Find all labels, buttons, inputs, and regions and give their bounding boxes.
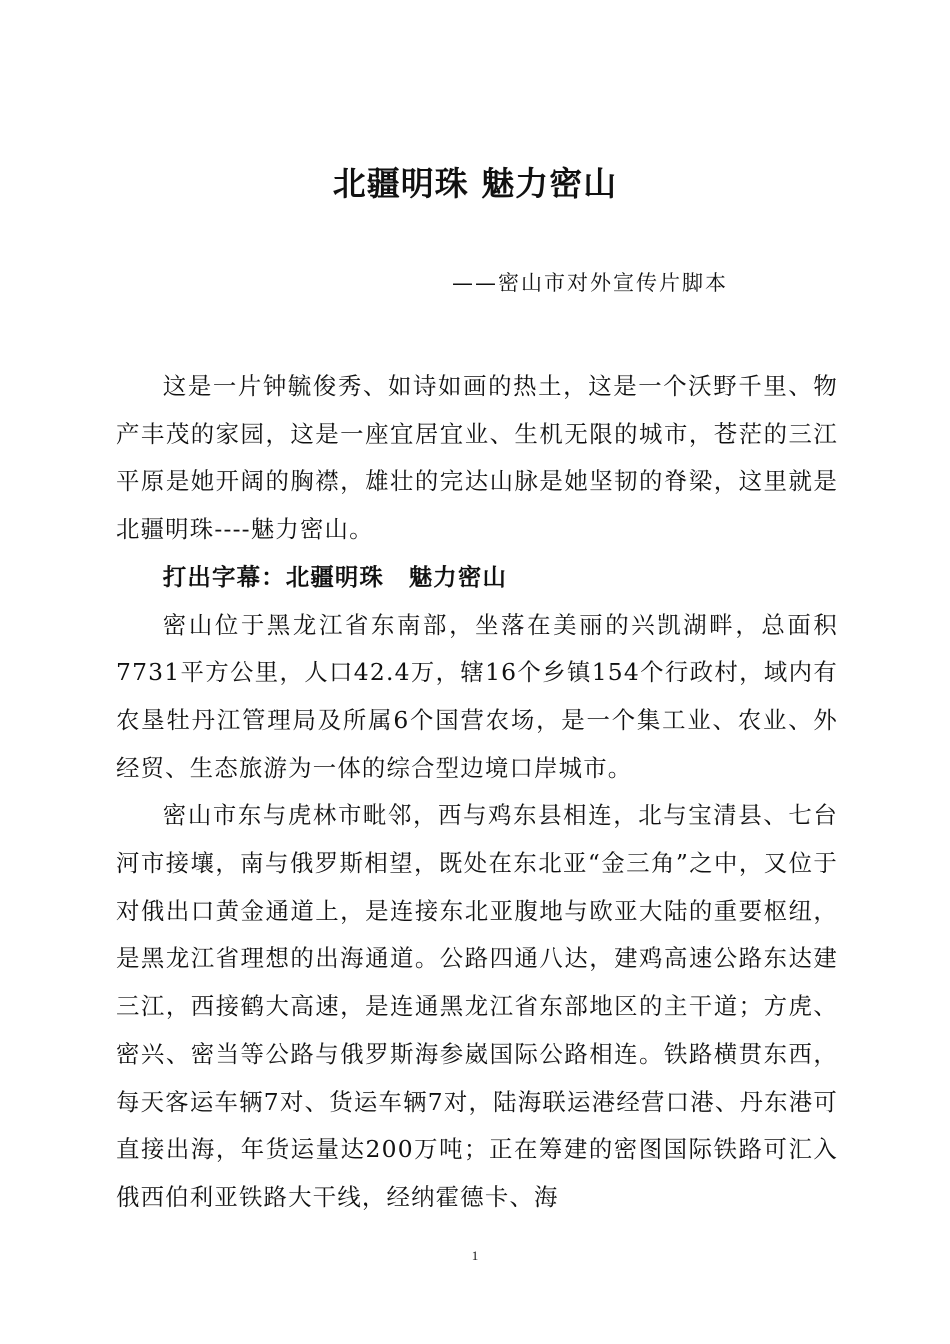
page-number: 1 <box>471 1248 479 1263</box>
document-body <box>116 363 838 1222</box>
paragraph-intro: 这是一片钟毓俊秀、如诗如画的热土，这是一个沃野千里、物产丰茂的家园，这是一座宜居宜业、生机无限的城市，苍茫的三江平原是她开阔的胸襟，雄壮的完达山脉是她坚韧的脊梁，这里就是北疆明珠----魅力密山。 <box>116 372 838 544</box>
paragraph-location: 密山位于黑龙江省东南部，坐落在美丽的兴凯湖畔，总面积7731平方公里，人口42.4万，辖16个乡镇154个行政村，域内有农垦牡丹江管理局及所属6个国营农场，是一个集工业、农业、外经贸、生态旅游为一体的综合型边境口岸城市。 <box>116 610 838 782</box>
paragraph-caption: 打出字幕：北疆明珠 魅力密山 <box>162 562 508 591</box>
document-title: 北疆明珠 魅力密山 <box>332 164 618 203</box>
document-subtitle: ——密山市对外宣传片脚本 <box>452 271 728 295</box>
paragraph-transport: 密山市东与虎林市毗邻，西与鸡东县相连，北与宝清县、七台河市接壤，南与俄罗斯相望，既处在东北亚“金三角”之中，又位于对俄出口黄金通道上，是连接东北亚腹地与欧亚大陆的重要枢纽，是黑龙江省理想的出海通道。公路四通八达，建鸡高速公路东达建三江，西接鹤大高速，是连通黑龙江省东部地区的主干道；方虎、密兴、密当等公路与俄罗斯海参崴国际公路相连。铁路横贯东西，每天客运车辆7对、货运车辆7对，陆海联运港经营口港、丹东港可直接出海，年货运量达200万吨；正在筹建的密图国际铁路可汇入俄西伯利亚铁路大干线，经纳霍德卡、海 <box>116 801 838 1211</box>
